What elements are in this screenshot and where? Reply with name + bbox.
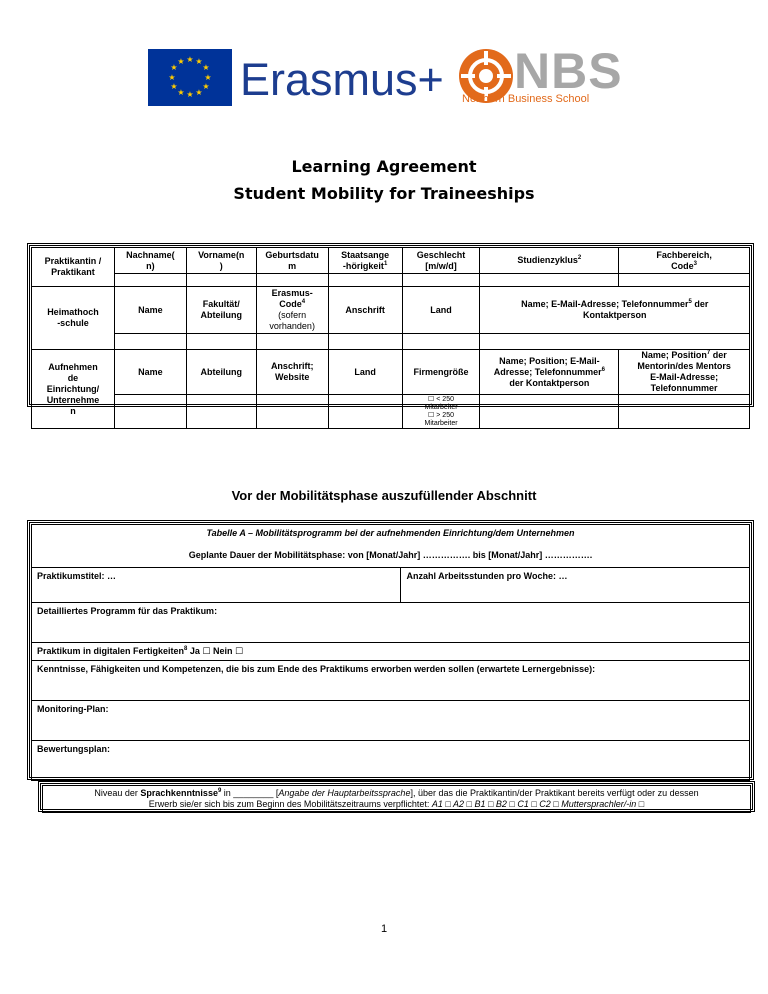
input-studienzyklus[interactable] — [480, 274, 619, 287]
input-home-name[interactable] — [114, 334, 186, 350]
row-label-trainee: Praktikantin / Praktikant — [32, 248, 115, 287]
input-home-contact[interactable] — [480, 334, 750, 350]
title-line-1: Learning Agreement — [291, 157, 477, 176]
input-home-address[interactable] — [328, 334, 402, 350]
header-home-faculty: Fakultät/ Abteilung — [186, 287, 256, 334]
field-arbeitsstunden[interactable]: Anzahl Arbeitsstunden pro Woche: … — [401, 568, 750, 603]
input-geschlecht[interactable] — [402, 274, 480, 287]
header-nachname: Nachname( n) — [114, 248, 186, 274]
size-large-checkbox[interactable]: ☐ > 250 — [428, 411, 454, 419]
header-recv-size: Firmengröße — [402, 350, 480, 395]
row-label-home-institution: Heimathoch -schule — [32, 287, 115, 350]
header-vorname: Vorname(n ) — [186, 248, 256, 274]
svg-text:★: ★ — [170, 82, 178, 91]
svg-text:★: ★ — [186, 90, 194, 99]
svg-text:★: ★ — [204, 73, 212, 82]
header-home-address: Anschrift — [328, 287, 402, 334]
header-geschlecht: Geschlecht [m/w/d] — [402, 248, 480, 274]
row-label-receiving: Aufnehmen de Einrichtung/ Unternehme n — [32, 350, 115, 429]
field-programm[interactable]: Detailliertes Programm für das Praktikum: — [32, 603, 750, 643]
table-a — [27, 520, 754, 780]
language-requirement[interactable]: Niveau der Sprachkenntnisse$^9$ in ________ [Angabe der Hauptarbeitssprache], über das die Praktikantin/der Praktikant bereits verfügt oder zu dessen Erwerb sie/er sich bis zum Beginn des Mobilitätszeitraums verpflichtet: A1 □ A2 □ B1 □ B2 □ C1 □ C2 □ Muttersprachler/-in □ — [43, 786, 751, 813]
header-recv-contact: Name; Position; E-Mail- Adresse; Telefonnummer$^6$ der Kontaktperson — [480, 350, 619, 395]
header-recv-mentor: Name; Position$^7$ der Mentorin/des Mentors E-Mail-Adresse; Telefonnummer — [619, 350, 750, 395]
header-erasmus-code: Erasmus- Code$^4$ (sofern vorhanden) — [256, 287, 328, 334]
header-recv-address: Anschrift; Website — [256, 350, 328, 395]
title-line-2: Student Mobility for Traineeships — [233, 184, 535, 203]
duration-line: Geplante Dauer der Mobilitätsphase: von [Monat/Jahr] ……………. bis [Monat/Jahr] ……………. — [32, 547, 750, 568]
input-nachname[interactable] — [114, 274, 186, 287]
erasmus-logo: Erasmus+ — [240, 54, 444, 105]
svg-text:★: ★ — [168, 73, 176, 82]
input-home-faculty[interactable] — [186, 334, 256, 350]
field-digital-skills[interactable]: Praktikum in digitalen Fertigkeiten$^8$ Ja ☐ Nein ☐ — [32, 643, 750, 661]
header-recv-department: Abteilung — [186, 350, 256, 395]
header-staatsangehoerigkeit: Staatsange -hörigkeit$^1$ — [328, 248, 402, 274]
field-kenntnisse[interactable]: Kenntnisse, Fähigkeiten und Kompetenzen, die bis zum Ende des Praktikums erworben werden sollen (erwartete Lernergebnisse): — [32, 661, 750, 701]
svg-text:★: ★ — [195, 57, 203, 66]
participants-table — [27, 243, 754, 427]
input-staatsangehoerigkeit[interactable] — [328, 274, 402, 287]
input-recv-size[interactable]: ☐ < 250 Mitarbeiter ☐ > 250 Mitarbeiter — [402, 395, 480, 429]
size-small-checkbox[interactable]: ☐ < 250 — [428, 395, 454, 403]
language-box — [38, 781, 755, 812]
input-recv-mentor[interactable] — [619, 395, 750, 429]
svg-text:★: ★ — [202, 63, 210, 72]
field-monitoring[interactable]: Monitoring-Plan: — [32, 701, 750, 741]
field-bewertung[interactable]: Bewertungsplan: — [32, 741, 750, 781]
svg-text:★: ★ — [195, 88, 203, 97]
header-home-contact: Name; E-Mail-Adresse; Telefonnummer$^5$ der Kontaktperson — [480, 287, 750, 334]
input-recv-contact[interactable] — [480, 395, 619, 429]
header-recv-country: Land — [328, 350, 402, 395]
header-home-name: Name — [114, 287, 186, 334]
page-number: 1 — [380, 923, 388, 935]
input-recv-name[interactable] — [114, 395, 186, 429]
svg-text:★: ★ — [177, 88, 185, 97]
svg-text:★: ★ — [177, 57, 185, 66]
section-heading: Vor der Mobilitätsphase auszufüllender Abschnitt — [231, 488, 537, 503]
svg-text:★: ★ — [202, 82, 210, 91]
nbs-logo-text: NBS — [514, 43, 623, 99]
nbs-subtitle: Northern Business School — [462, 93, 590, 105]
input-recv-country[interactable] — [328, 395, 402, 429]
header-studienzyklus: Studienzyklus$^2$ — [480, 248, 619, 274]
header-geburtsdatum: Geburtsdatu m — [256, 248, 328, 274]
input-erasmus-code[interactable] — [256, 334, 328, 350]
input-fachbereich[interactable] — [619, 274, 750, 287]
input-recv-address[interactable] — [256, 395, 328, 429]
input-home-country[interactable] — [402, 334, 480, 350]
svg-text:★: ★ — [186, 55, 194, 64]
svg-text:★: ★ — [170, 63, 178, 72]
header-fachbereich: Fachbereich, Code$^3$ — [619, 248, 750, 274]
input-vorname[interactable] — [186, 274, 256, 287]
eu-flag-icon — [148, 49, 232, 106]
input-recv-department[interactable] — [186, 395, 256, 429]
header-home-country: Land — [402, 287, 480, 334]
table-a-caption: Tabelle A – Mobilitätsprogramm bei der aufnehmenden Einrichtung/dem Unternehmen — [32, 525, 750, 547]
header-recv-name: Name — [114, 350, 186, 395]
input-geburtsdatum[interactable] — [256, 274, 328, 287]
field-praktikumstitel[interactable]: Praktikumstitel: … — [32, 568, 401, 603]
